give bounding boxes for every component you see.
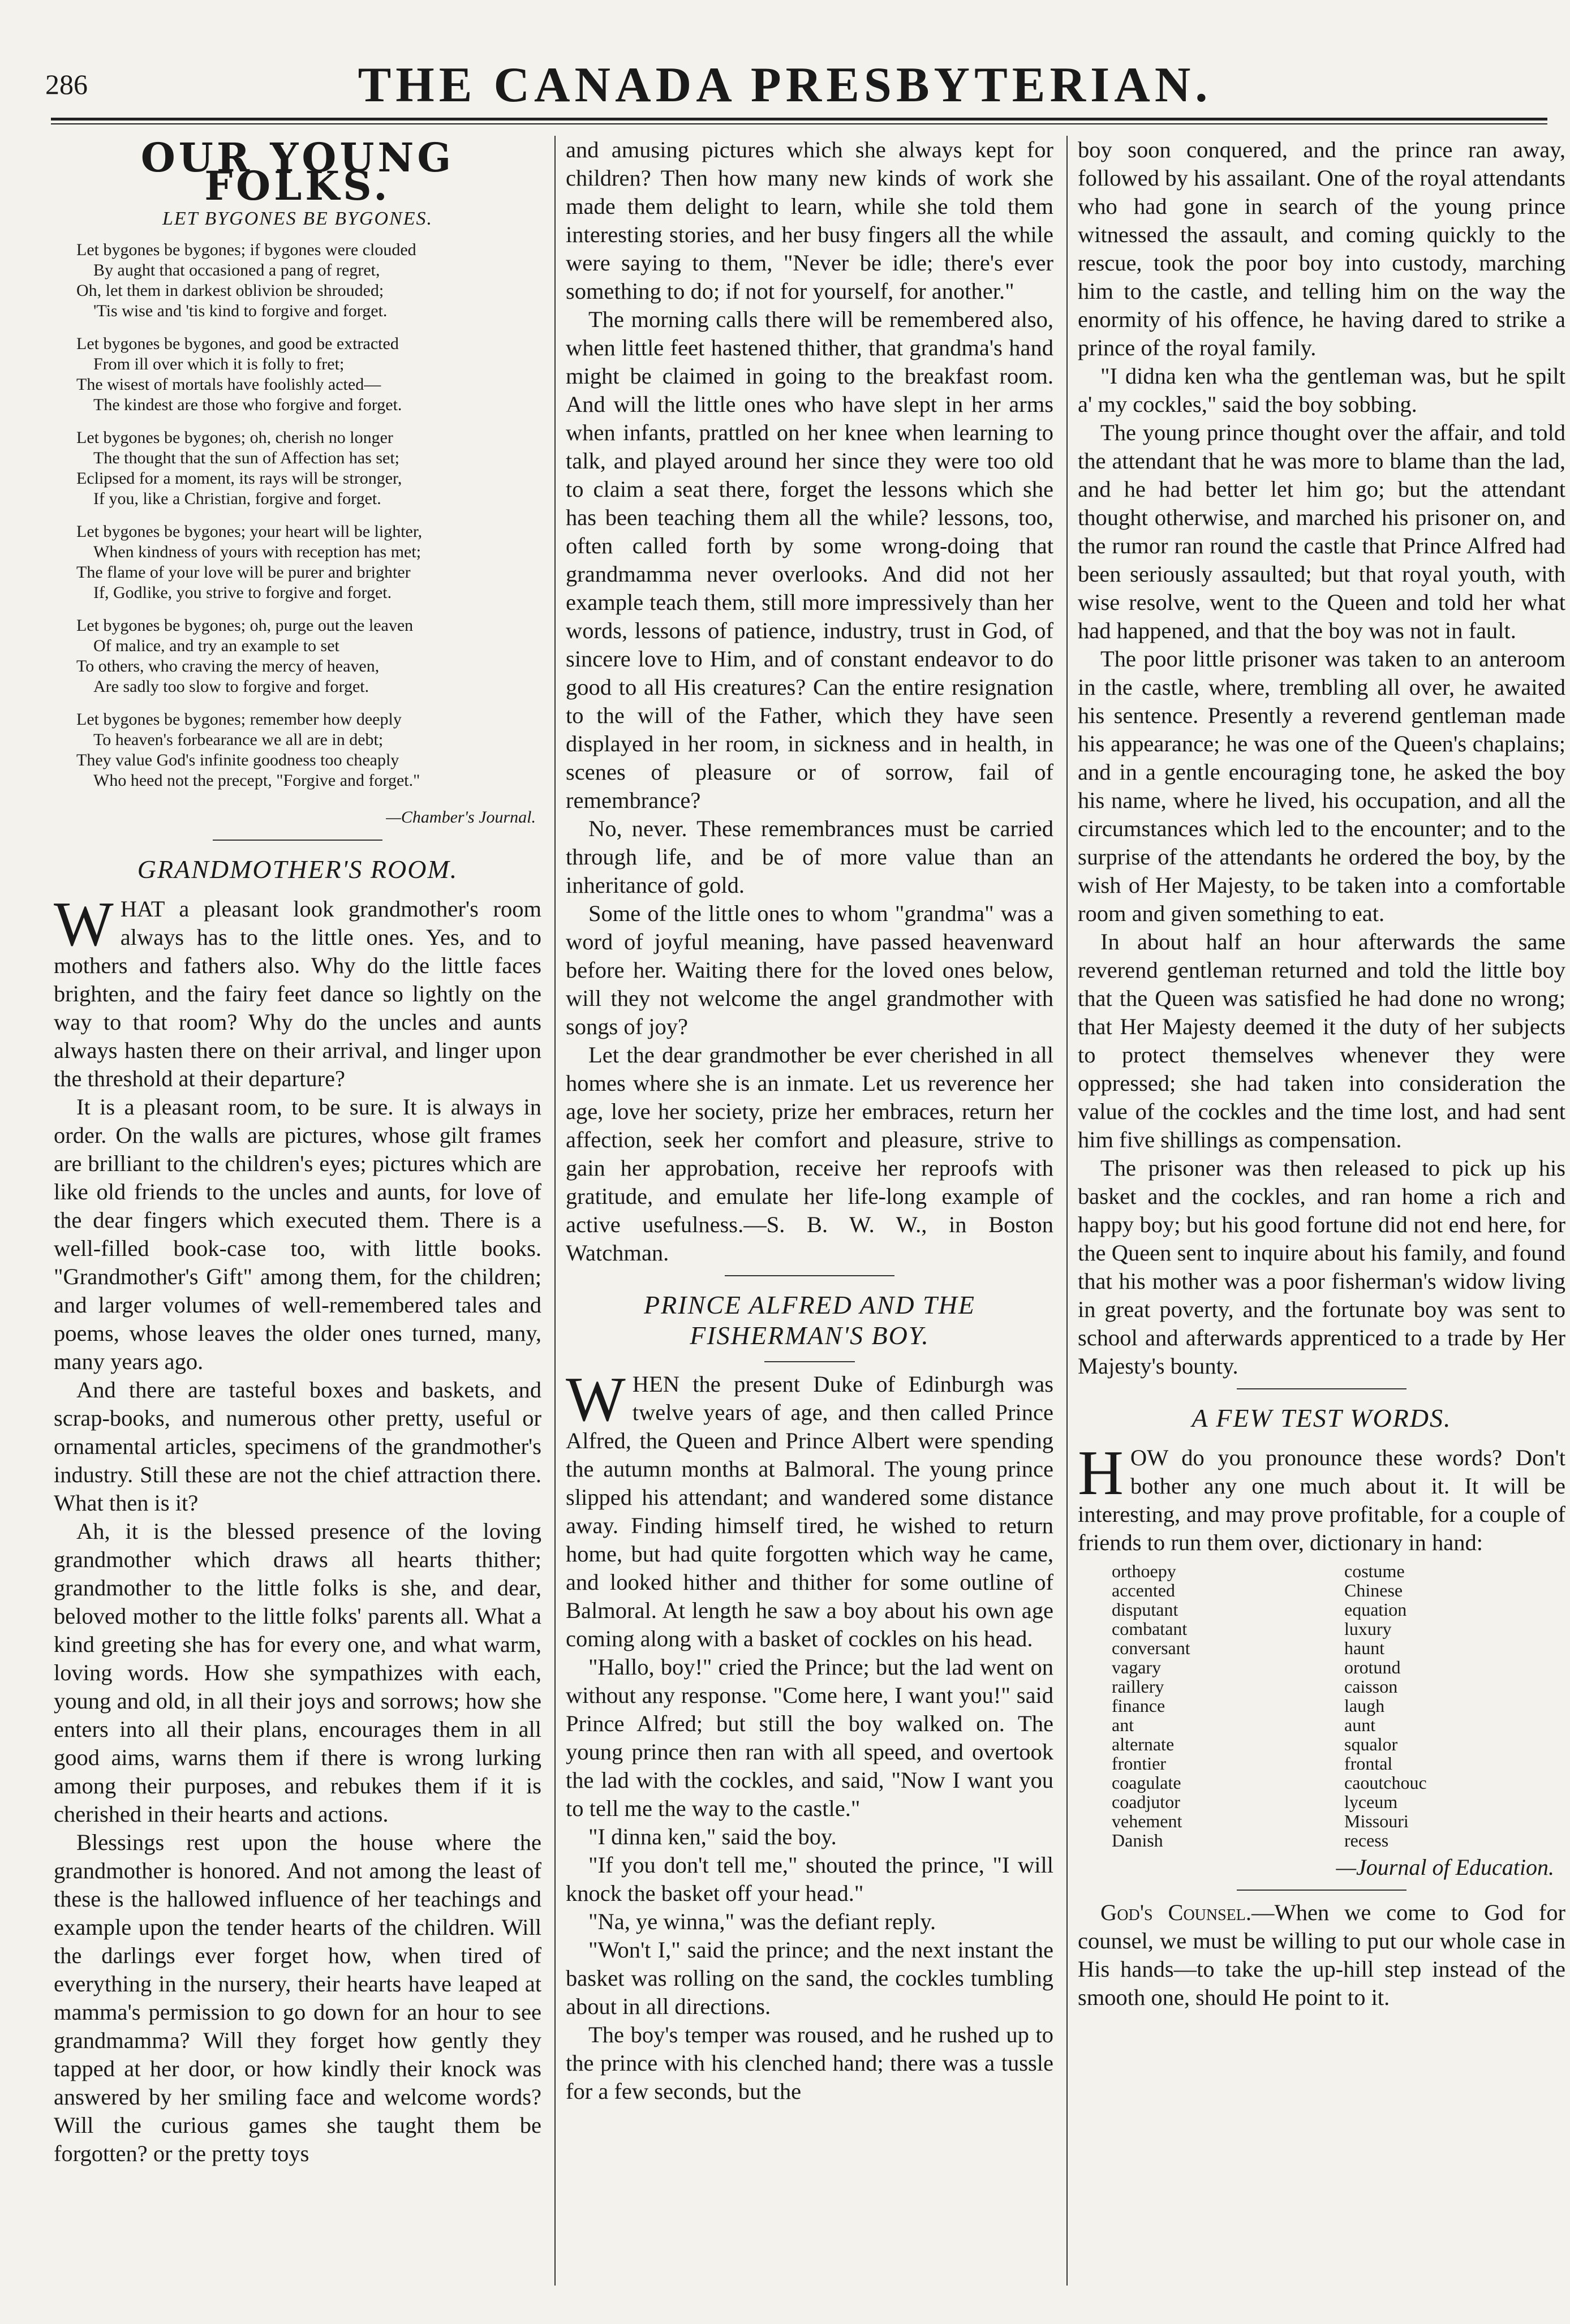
test-word: caisson [1344,1676,1398,1697]
poem-line: Let bygones be bygones, and good be extracted [76,334,399,353]
paragraph: Blessings rest upon the house where the grandmother is honored. And not among the least of these is the hallowed influence of her teachings and example upon the tender hearts of the children. Will the darlings ever forget how, when tired of everything in the nursery, their hearts have leaped at mamma's permission to go down for an hour to see grandmamma? Will they forget how gently they tapped at her door, or how kindly their knock was answered by her smiling face and welcome words? Will the curious games she taught them be forgotten? or the pretty toys [54,1830,541,2166]
test-word: orthoepy [1112,1561,1176,1581]
test-word: caoutchouc [1344,1772,1427,1793]
poem-line: They value God's infinite goodness too cheaply [76,751,399,769]
article-first-paragraph: WHEN the present Duke of Edinburgh was twelve years of age, and then called Prince Alfred, the Queen and Prince Albert were spending the autumn months at Balmoral. The young prince slipped his attendant; and wandered some distance away. Finding himself tired, he wished to return home, but had quite forgotten which way he came, and looked hither and thither for some outline of Balmoral. At length he saw a boy about his own age coming along with a basket of cockles on his head. [566,1365,1053,1651]
paragraph: And there are tasteful boxes and baskets, and scrap-books, and numerous other pretty, useful or ornamental articles, specimens of the grandmother's industry. Still these are not the chief attraction there. What then is it? [54,1377,541,1516]
poem-stanza [76,616,541,697]
test-word: luxury [1344,1619,1392,1639]
divider [764,1361,855,1362]
poem-line: The wisest of mortals have foolishly acted— [76,375,381,394]
column-1 [54,136,541,2297]
test-word: raillery [1112,1676,1164,1697]
paragraph: The boy's temper was roused, and he rushed up to the prince with his clenched hand; there was a tussle for a few seconds, but the [566,2022,1053,2104]
poem-line: If you, like a Christian, forgive and forget. [93,489,381,508]
divider [725,1275,894,1276]
masthead: THE CANADA PRESBYTERIAN. [358,58,1212,113]
poem-line: The flame of your love will be purer and brighter [76,563,411,582]
divider [1237,1890,1406,1891]
column-3 [1078,136,1565,2297]
paragraph: "If you don't tell me," shouted the prince, "I will knock the basket off your head." [566,1852,1053,1906]
test-word: Missouri [1344,1811,1409,1831]
test-word: vagary [1112,1657,1162,1677]
word-list-right [1344,1561,1565,1850]
test-word: coagulate [1112,1772,1181,1793]
test-word: equation [1344,1599,1407,1620]
word-list-left [1112,1561,1333,1850]
paragraph: The prisoner was then released to pick up his basket and the cockles, and ran home a rich and happy boy; but his good fortune did not end here, for the Queen sent to inquire about his family, and found that his mother was a poor fisherman's widow living in great poverty, and the fortunate boy was sent to school and afterwards apprenticed to a trade by Her Majesty's bounty. [1078,1155,1565,1379]
article-first-paragraph: WHAT a pleasant look grandmother's room always has to the little ones. Yes, and to mothers and fathers also. Why do the little faces brighten, and the fairy feet dance so lightly on the way to that room? Why do the uncles and aunts always hasten there on their arrival, and linger upon the threshold at their departure? [54,889,541,1091]
paragraph: "Won't I," said the prince; and the next instant the basket was rolling on the sand, the cockles tumbling about in all directions. [566,1937,1053,2019]
test-word: lyceum [1344,1792,1398,1812]
test-word: costume [1344,1561,1405,1581]
test-word: disputant [1112,1599,1178,1620]
column-divider [1066,136,1068,2286]
test-word: haunt [1344,1638,1385,1658]
paragraph: The morning calls there will be remembered also, when little feet hastened thither, that grandma's hand might be claimed in going to the breakfast room. And will the little ones who have slept in her arms when infants, prattled on her knee when learning to talk, and played around her since they were too old to claim a seat there, forget the lessons which she has been teaching them all the while? lessons, too, often called forth by some wrong-doing that grandmamma never overlooks. And did not her example teach them, still more impressively than her words, lessons of patience, industry, trust in God, of sincere love to Him, and of constant endeavor to do good to all His creatures? Can the entire resignation to the will of the Father, which they have seen displayed in her room, in sickness and in health, in scenes of pleasure or of sorrow, fail of remembrance? [566,307,1053,813]
test-word: aunt [1344,1715,1376,1735]
poem-line: To heaven's forbearance we all are in debt; [93,730,384,749]
paragraph: "I didna ken wha the gentleman was, but he spilt a' my cockles," said the boy sobbing. [1078,363,1565,417]
poem-stanza [76,522,541,603]
article-title: GRANDMOTHER'S ROOM. [137,855,458,884]
masthead-rule-thin [51,123,1547,124]
article-title: A FEW TEST WORDS. [1192,1404,1452,1432]
drop-cap: W [566,1365,626,1435]
test-word: Danish [1112,1830,1163,1850]
poem-line: Eclipsed for a moment, its rays will be stronger, [76,469,402,488]
paragraph: The poor little prisoner was taken to an anteroom in the castle, where, trembling all over, he awaited his sentence. Presently a reverend gentleman made his appearance; he was one of the Queen's chaplains; and in a gentle encouraging tone, he asked the boy his name, where he lived, his occupation, and all the circumstances which led to the encounter; and to the surprise of the attendants he ordered the boy, by the wish of Her Majesty, to be taken into a comfortable room and given something to eat. [1078,646,1565,926]
article-first-paragraph: HOW do you pronounce these words? Don't bother any one much about it. It will be interesting, and may prove profitable, for a couple of friends to run them over, dictionary in hand: [1078,1438,1565,1555]
test-word: laugh [1344,1695,1385,1716]
paragraph: and amusing pictures which she always kept for children? Then how many new kinds of work she made them delight to learn, while she told them interesting stories, and her busy fingers all the while were saying to them, "Never be idle; there's ever something to do; if not for yourself, for another." [566,137,1053,304]
test-word: conversant [1112,1638,1190,1658]
test-word: orotund [1344,1657,1401,1677]
test-word: alternate [1112,1734,1175,1754]
drop-cap: H [1078,1438,1124,1508]
paragraph: No, never. These remembrances must be carried through life, and be of more value than an inheritance of gold. [566,816,1053,898]
poem-line: If, Godlike, you strive to forgive and forget. [93,583,392,602]
poem-line: Let bygones be bygones; oh, cherish no longer [76,428,393,447]
paragraph: boy soon conquered, and the prince ran away, followed by his assailant. One of the royal attendants who had gone in search of the young prince witnessed the assault, and coming quickly to the rescue, took the poor boy into custody, marching him to the castle, and telling him on the way the enormity of his offence, he having dared to strike a prince of the royal family. [1078,137,1565,360]
test-word: recess [1344,1830,1389,1850]
drop-cap: W [54,889,114,959]
poem-line: Let bygones be bygones; your heart will be lighter, [76,522,423,541]
poem-title: LET BYGONES BE BYGONES. [162,208,433,229]
paragraph: In about half an hour afterwards the same reverend gentleman returned and told the little boy that the Queen was satisfied he had done no wrong; that Her Majesty deemed it the duty of her subjects to protect themselves whenever they were oppressed; she had taken into consideration the value of the cockles and the time lost, and had sent him five shillings as compensation. [1078,929,1565,1152]
page-number: 286 [45,68,88,100]
poem-line: By aught that occasioned a pang of regret, [93,261,380,279]
test-word: frontal [1344,1753,1393,1774]
divider [213,840,382,841]
department-title: OUR YOUNG FOLKS. [140,136,455,209]
test-word: combatant [1112,1619,1188,1639]
poem-line: Who heed not the precept, "Forgive and forget." [93,771,420,790]
poem-stanza [76,709,541,791]
poem-line: 'Tis wise and 'tis kind to forgive and forget. [93,302,388,320]
divider [1237,1388,1406,1389]
poem-stanza [76,334,541,415]
poem-line: From ill over which it is folly to fret; [93,355,345,373]
paragraph: "I dinna ken," said the boy. [588,1824,837,1849]
article-title-line-2: FISHERMAN'S BOY. [690,1321,930,1350]
test-word: accented [1112,1580,1175,1600]
column-2 [566,136,1053,2297]
test-word: coadjutor [1112,1792,1180,1812]
article-title: PRINCE ALFRED AND THE [644,1290,975,1319]
test-word: Chinese [1344,1580,1403,1600]
column-divider [554,136,556,2286]
test-word: ant [1112,1715,1134,1735]
masthead-rule [51,118,1547,120]
poem-line: When kindness of yours with reception has met; [93,543,421,561]
test-word: finance [1112,1695,1165,1716]
word-list [1078,1561,1565,1850]
poem-line: The kindest are those who forgive and forget. [93,395,402,414]
poem-line: To others, who craving the mercy of heaven, [76,657,380,675]
poem-line: Of malice, and try an example to set [93,636,339,655]
poem-line: Let bygones be bygones; remember how deeply [76,710,402,729]
paragraph: "Hallo, boy!" cried the Prince; but the lad went on without any response. "Come here, I want you!" said Prince Alfred; but still the boy walked on. The young prince then ran with all speed, and overtook the lad with the cockles, and said, "Now I want you to tell me the way to the castle." [566,1654,1053,1821]
paragraph: Ah, it is the blessed presence of the loving grandmother which draws all hearts thither; grandmother to the little folks is she, and dear, beloved mother to the little folks' parents all. What a kind greeting she has for every one, and what warm, loving words. How she sympathizes with each, young and old, in all their joys and sorrows; how she enters into all their plans, encourages them in all good aims, warns them if there is wrong lurking among their purposes, and rebukes them if it is cherished in their hearts and actions. [54,1518,541,1827]
poem-line: Oh, let them in darkest oblivion be shrouded; [76,281,384,300]
test-word: frontier [1112,1753,1166,1774]
closing-paragraph: God's Counsel.—When we come to God for counsel, we must be willing to put our whole case in His hands—to take the up-hill step instead of the smooth one, should He point to it. [1078,1900,1565,2010]
paragraph: Let the dear grandmother be ever cherished in all homes where she is an inmate. Let us reverence her age, love her society, prize her embraces, return her affection, seek her comfort and pleasure, strive to gain her approbation, receive her reproofs with gratitude, and emulate her life-long example of active usefulness.—S. B. W. W., in Boston Watchman. [566,1042,1053,1266]
paragraph: It is a pleasant room, to be sure. It is always in order. On the walls are pictures, whose gilt frames are brilliant to the children's eyes; pictures which are like old friends to the uncles and aunts, for love of the dear fingers which executed them. There is a well-filled book-case too, with little books. "Grandmother's Gift" among them, for the children; and larger volumes of well-remembered tales and poems, whose leaves the older ones turned, many, many years ago. [54,1094,541,1374]
poem-line: Let bygones be bygones; if bygones were clouded [76,240,416,259]
closing-lead: God's Counsel. [1100,1900,1252,1925]
poem-credit: —Chamber's Journal. [386,808,536,827]
poem-line: Let bygones be bygones; oh, purge out the leaven [76,616,414,635]
poem-line: The thought that the sun of Affection has set; [93,449,400,467]
poem [76,240,541,791]
paragraph: "Na, ye winna," was the defiant reply. [588,1909,936,1934]
paragraph: The young prince thought over the affair, and told the attendant that he was more to blame than the lad, and he had better let him go; but the attendant thought otherwise, and marched his prisoner on, and the rumor ran round the castle that Prince Alfred had been seriously assaulted; but that royal youth, with wise resolve, went to the Queen and told her what had happened, and that the boy was not in fault. [1078,420,1565,643]
poem-stanza [76,240,541,321]
test-word: squalor [1344,1734,1398,1754]
poem-line: Are sadly too slow to forgive and forget. [93,677,369,696]
poem-stanza [76,428,541,509]
test-word: vehement [1112,1811,1182,1831]
paragraph: Some of the little ones to whom "grandma" was a word of joyful meaning, have passed heavenward before her. Waiting there for the loved ones below, will they not welcome the angel grandmother with songs of joy? [566,901,1053,1039]
words-credit: —Journal of Education. [1336,1854,1554,1880]
